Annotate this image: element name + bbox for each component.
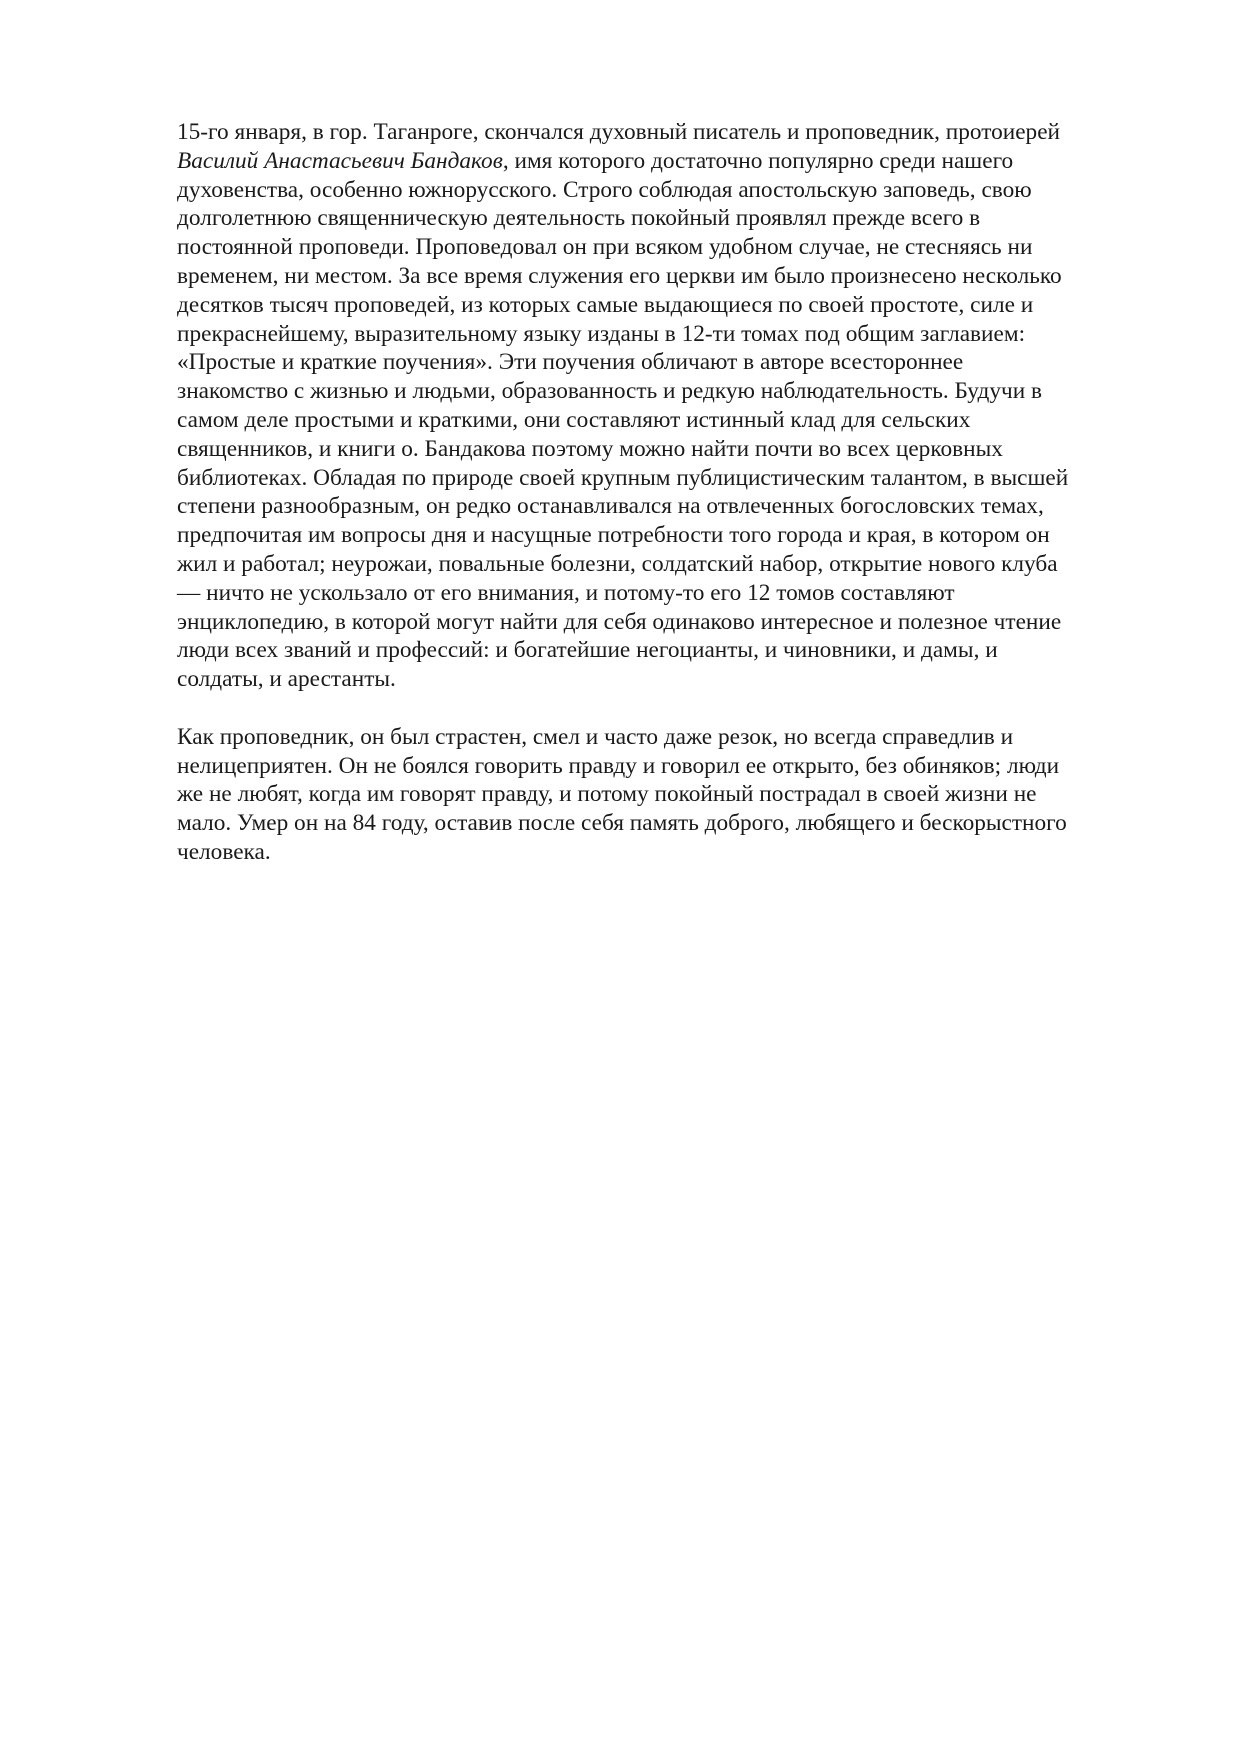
paragraph-1 [177, 118, 1137, 694]
text-line: священников, и книги о. Бандакова поэтому можно найти почти во всех церковных [177, 435, 1003, 462]
text-line: прекраснейшему, выразительному языку изданы в 12-ти томах под общим заглавием: [177, 320, 1026, 347]
text-line: степени разнообразным, он редко останавливался на отвлеченных богословских темах, [177, 493, 1044, 520]
text-line: люди всех званий и профессий: и богатейшие негоцианты, и чиновники, и дамы, и [177, 637, 998, 664]
text-line: же не любят, когда им говорят правду, и потому покойный пострадал в своей жизни не [177, 781, 1037, 808]
text-line: жил и работал; неурожаи, повальные болезни, солдатский набор, открытие нового клуба [177, 550, 1058, 577]
document-body [177, 118, 1137, 867]
text-line: 15-го января, в гор. Таганроге, скончался духовный писатель и проповедник, протоиерей [177, 119, 1061, 145]
text-line: нелицеприятен. Он не боялся говорить правду и говорил ее открыто, без обиняков; люди [177, 752, 1060, 779]
person-name: Василий Анастасьевич Бандаков [177, 147, 503, 174]
text-line: «Простые и краткие поучения». Эти поучения обличают в авторе всестороннее [177, 349, 964, 376]
text-line: самом деле простыми и краткими, они составляют истинный клад для сельских [177, 406, 971, 433]
paragraph-2 [177, 723, 1137, 867]
text-line: знакомство с жизнью и людьми, образованность и редкую наблюдательность. Будучи в [177, 378, 1042, 405]
text-line: библиотеках. Обладая по природе своей крупным публицистическим талантом, в высшей [177, 464, 1069, 491]
text-line: долголетнюю священническую деятельность покойный проявлял прежде всего в [177, 205, 981, 232]
text-line: предпочитая им вопросы дня и насущные потребности того города и края, в котором он [177, 522, 1050, 549]
text-line: — ничто не ускользало от его внимания, и потому-то его 12 томов составляют [177, 579, 955, 606]
text-line: человека. [177, 838, 271, 865]
text-line: постоянной проповеди. Проповедовал он при всяком удобном случае, не стесняясь ни [177, 234, 1033, 261]
text-line [177, 147, 1137, 176]
text-line: солдаты, и арестанты. [177, 666, 396, 693]
text-fragment: , имя которого достаточно популярно среди нашего [502, 147, 1014, 174]
text-line: десятков тысяч проповедей, из которых самые выдающиеся по своей простоте, силе и [177, 291, 1034, 318]
text-line: мало. Умер он на 84 году, оставив после себя память доброго, любящего и бескорыстного [177, 810, 1067, 837]
text-line: Как проповедник, он был страстен, смел и часто даже резок, но всегда справедлив и [177, 723, 1014, 750]
text-line: духовенства, особенно южнорусского. Строго соблюдая апостольскую заповедь, свою [177, 176, 1032, 203]
text-line: энциклопедию, в которой могут найти для себя одинаково интересное и полезное чтение [177, 608, 1062, 635]
text-line: временем, ни местом. За все время служения его церкви им было произнесено несколько [177, 262, 1062, 289]
